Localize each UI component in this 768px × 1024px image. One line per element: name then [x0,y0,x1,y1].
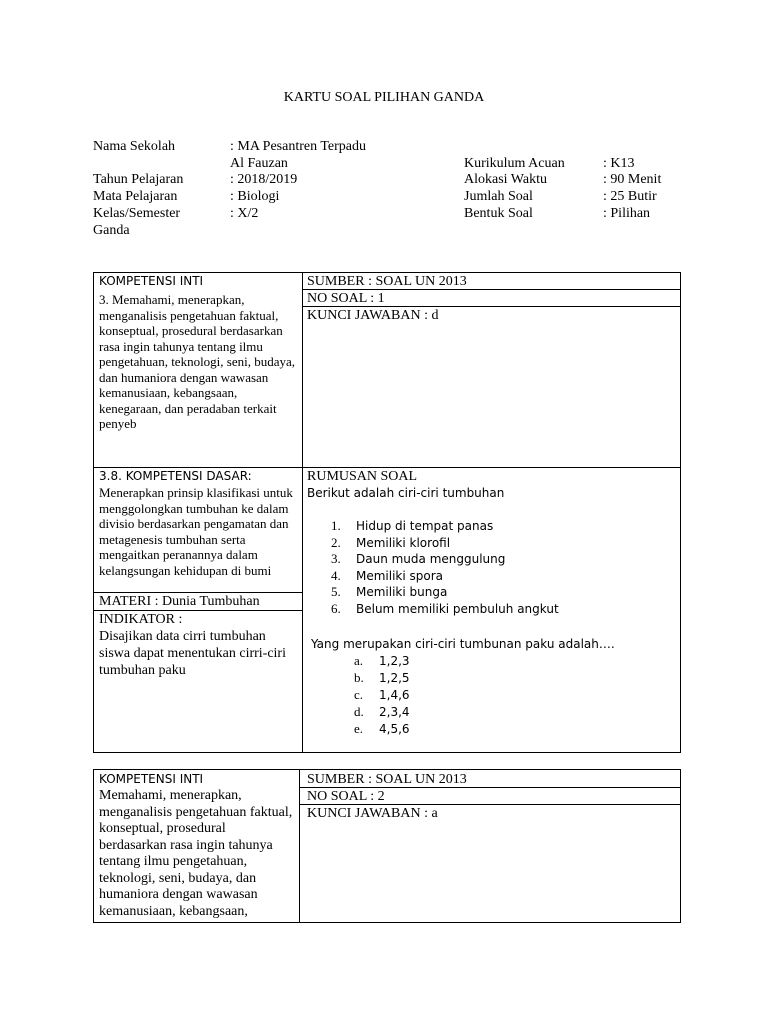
header-value: : Pilihan [603,206,651,221]
column-divider [302,273,303,752]
no-soal-label: NO SOAL : 2 [307,789,385,804]
list-item [331,568,671,585]
header-value: : Biologi [230,189,280,204]
options-list [354,653,554,738]
option-letter: c. [354,687,364,702]
header-value: Al Fauzan [230,156,288,171]
question-card-1 [93,272,681,753]
header-label: Kurikulum Acuan [464,156,565,171]
header-value: : X/2 [230,206,259,221]
rumusan-intro: Berikut adalah ciri-ciri tumbuhan [307,486,505,500]
kompetensi-inti-title: KOMPETENSI INTI [99,274,204,288]
kompetensi-dasar-text: Menerapkan prinsip klasifikasi untuk menggolongkan tumbuhan ke dalam divisio berdasarkan pengamatan dan metagenesis tumbuhan serta mengaitkan peranannya dalam kelangsungan kehidupan di bumi [99,485,293,578]
option-letter: d. [354,704,364,719]
list-number: 1. [331,518,341,533]
header-label: Alokasi Waktu [464,172,547,187]
list-text: Daun muda menggulung [356,552,506,566]
list-text: Hidup di tempat panas [356,519,494,533]
kompetensi-inti-text: 3. Memahami, menerapkan, menganalisis pengetahuan faktual, konseptual, prosedural berdasarkan rasa ingin tahunya tentang ilmu pengetahuan, teknologi, seni, budaya, dan humaniora dengan wawasan kemanusiaan, kebangsaan, kenegaraan, dan peradaban terkait penyeb [99,292,296,431]
list-text: Memiliki spora [356,568,444,583]
ciri-list [331,518,671,617]
header-label: Kelas/Semester [93,206,181,221]
list-number: 4. [331,567,341,583]
header-label: Nama Sekolah [93,139,176,154]
answer-option [354,721,554,738]
list-number: 2. [331,534,341,550]
option-text: 1,2,5 [379,671,410,685]
kompetensi-dasar-title: 3.8. KOMPETENSI DASAR: [99,469,252,483]
option-letter: e. [354,721,364,736]
sumber-label: SUMBER : SOAL UN 2013 [307,274,467,289]
kompetensi-inti-text: Memahami, menerapkan, menganalisis pengetahuan faktual, konseptual, prosedural berdasarkan rasa ingin tahunya tentang ilmu pengetahuan, teknologi, seni, budaya, dan humaniora dengan wawasan kemanusiaan, kebangsaan, [99,788,293,919]
header-value: : 25 Butir [603,189,657,204]
list-text: Belum memiliki pembuluh angkut [356,601,559,616]
question-card-2 [93,769,681,923]
question-text: Yang merupakan ciri-ciri tumbunan paku adalah…. [311,637,615,651]
indikator-text: Disajikan data cirri tumbuhan siswa dapat menentukan cirri-ciri tumbuhan paku [99,629,286,678]
option-letter: b. [354,670,364,685]
header-value: : K13 [603,156,635,171]
column-divider [299,770,300,922]
list-text: Memiliki bunga [356,585,448,599]
sumber-label: SUMBER : SOAL UN 2013 [307,772,467,787]
list-item [331,601,671,618]
list-item [331,584,671,601]
option-text: 1,4,6 [379,688,410,702]
kunci-jawaban-label: KUNCI JAWABAN : d [307,308,439,323]
option-text: 1,2,3 [379,654,410,668]
page-title: KARTU SOAL PILIHAN GANDA [283,90,485,105]
kompetensi-inti-title: KOMPETENSI INTI [99,772,204,786]
answer-option [354,687,554,704]
header-label: Mata Pelajaran [93,189,178,204]
header-value: : MA Pesantren Terpadu [230,139,367,154]
list-number: 6. [331,600,341,616]
header-label: Bentuk Soal [464,206,533,221]
list-item [331,535,671,552]
header-label: Tahun Pelajaran [93,172,184,187]
indikator-title: INDIKATOR : [99,612,183,627]
no-soal-label: NO SOAL : 1 [307,291,385,306]
option-text: 4,5,6 [379,722,410,736]
header-label: Ganda [93,223,130,238]
header-label: Jumlah Soal [464,189,533,204]
list-number: 3. [331,551,341,566]
list-text: Memiliki klorofil [356,535,451,550]
header-value: : 2018/2019 [230,172,298,187]
list-item [331,551,671,568]
option-text: 2,3,4 [379,705,410,719]
header-value: : 90 Menit [603,172,662,187]
answer-option [354,704,554,721]
rumusan-soal-title: RUMUSAN SOAL [307,469,418,484]
list-item [331,518,671,535]
answer-option [354,670,554,687]
list-number: 5. [331,584,341,599]
answer-option [354,653,554,670]
kunci-jawaban-label: KUNCI JAWABAN : a [307,806,438,821]
option-letter: a. [354,653,364,668]
materi-label: MATERI : Dunia Tumbuhan [99,594,260,609]
